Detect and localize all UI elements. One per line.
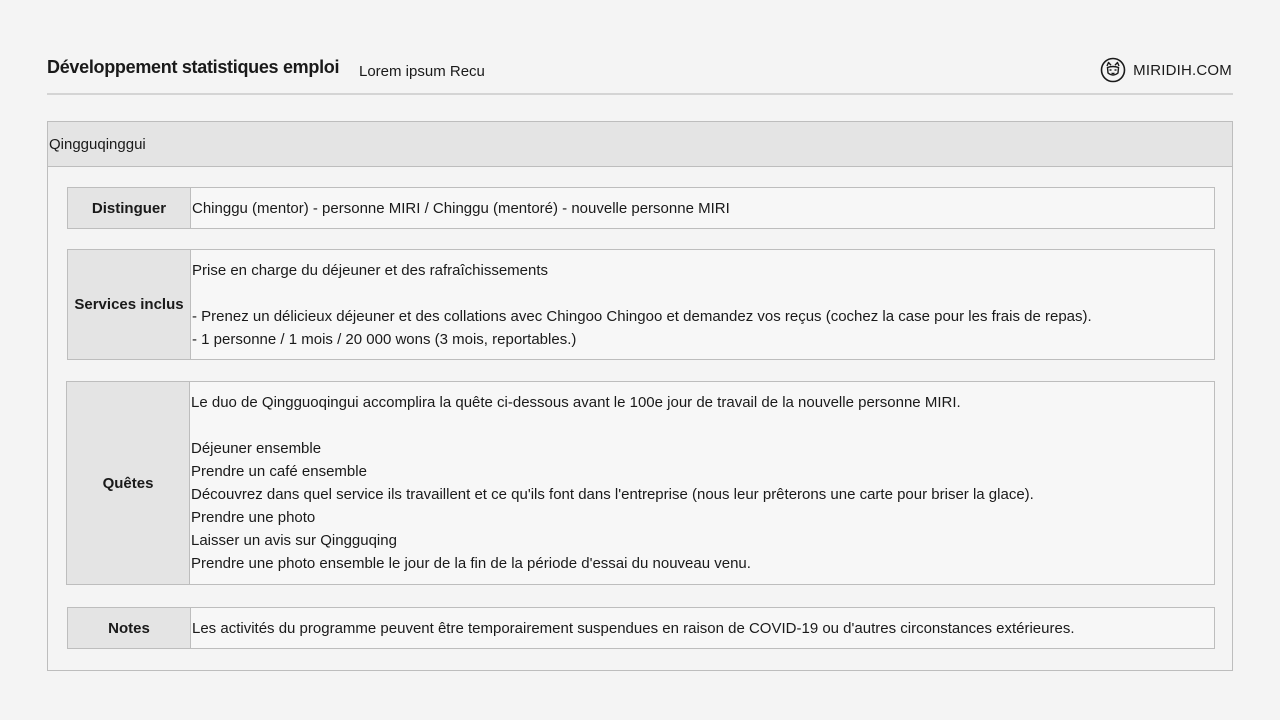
page-title: Développement statistiques emploi xyxy=(47,57,340,77)
content-line: Laisser un avis sur Qingguqing xyxy=(191,532,397,549)
header-divider xyxy=(47,93,1233,95)
content-line xyxy=(191,414,1214,437)
page-subtitle: Lorem ipsum Recu xyxy=(359,63,485,80)
content-line: Prendre un café ensemble xyxy=(191,463,367,480)
info-panel xyxy=(47,121,1233,671)
content-line: Déjeuner ensemble xyxy=(191,440,322,457)
row-content xyxy=(191,608,1214,648)
table-row xyxy=(67,607,1215,649)
brand-name: MIRIDIH.COM xyxy=(1133,61,1232,79)
row-content xyxy=(190,382,1214,584)
table-row xyxy=(67,249,1215,360)
row-label-quetes: Quêtes xyxy=(67,382,190,584)
content-line: Chinggu (mentor) - personne MIRI / Chinggu (mentoré) - nouvelle personne MIRI xyxy=(192,199,730,217)
cat-face-icon xyxy=(1100,57,1126,83)
content-line: Les activités du programme peuvent être temporairement suspendues en raison de COVID-19 ou d'autres circonstances extérieures. xyxy=(192,619,1075,637)
content-line: - 1 personne / 1 mois / 20 000 wons (3 mois, reportables.) xyxy=(192,330,577,348)
content-line: Prise en charge du déjeuner et des rafraîchissements xyxy=(192,261,549,279)
content-line: Prendre une photo xyxy=(191,509,316,526)
table-row xyxy=(67,187,1215,229)
brand-logo xyxy=(1100,57,1232,83)
row-label-services: Services inclus xyxy=(68,250,191,359)
content-line: Découvrez dans quel service ils travaillent et ce qu'ils font dans l'entreprise (nous leur prêterons une carte pour briser la glace). xyxy=(191,486,1034,503)
content-line: - Prenez un délicieux déjeuner et des collations avec Chingoo Chingoo et demandez vos reçus (cochez la case pour les frais de repas). xyxy=(192,307,1092,325)
content-line xyxy=(192,282,1214,305)
content-line: Le duo de Qingguoqingui accomplira la quête ci-dessous avant le 100e jour de travail de la nouvelle personne MIRI. xyxy=(191,394,961,411)
row-label-notes: Notes xyxy=(68,608,191,648)
content-line: Prendre une photo ensemble le jour de la fin de la période d'essai du nouveau venu. xyxy=(191,555,751,572)
row-content xyxy=(191,188,1214,228)
table-row xyxy=(66,381,1215,585)
panel-title: Qingguqinggui xyxy=(48,122,1232,167)
row-label-distinguer: Distinguer xyxy=(68,188,191,228)
row-content xyxy=(191,250,1214,359)
